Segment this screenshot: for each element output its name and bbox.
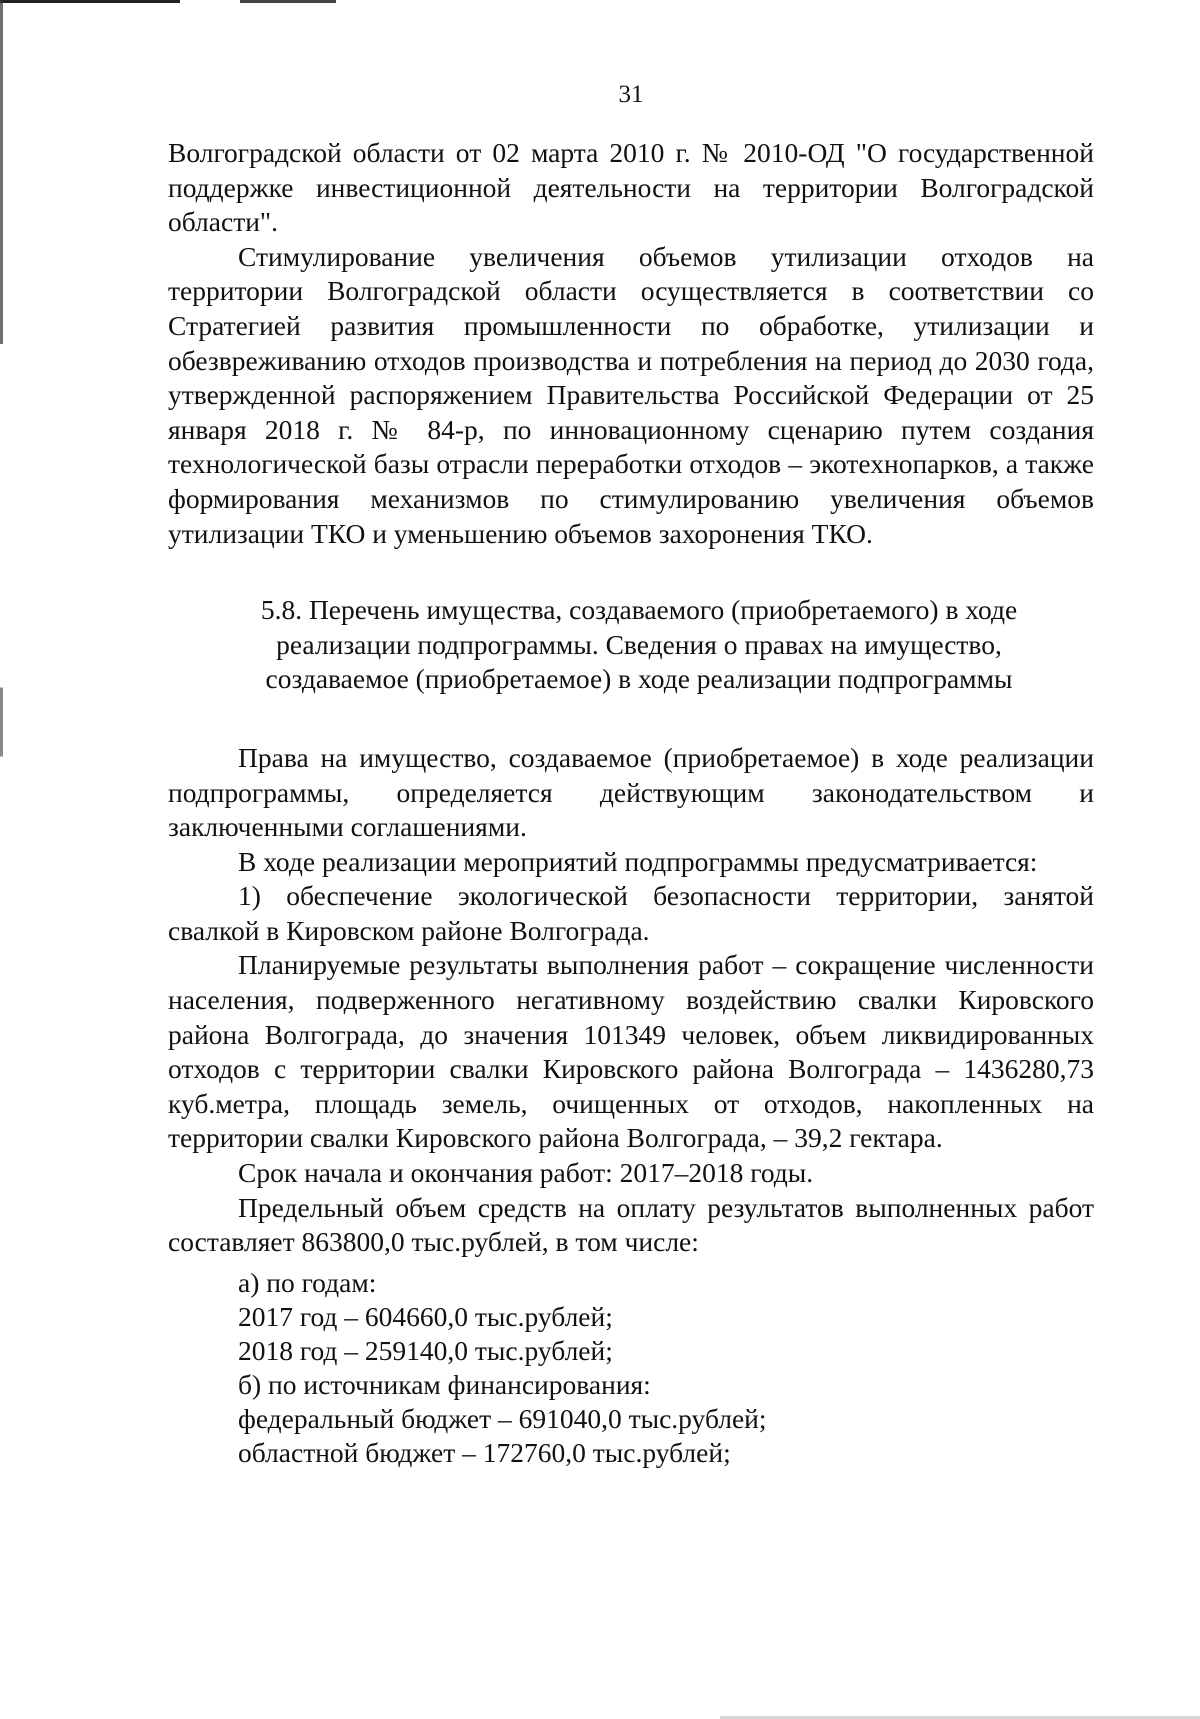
list-item: 2017 год – 604660,0 тыс.рублей; xyxy=(238,1300,613,1332)
list-item: федеральный бюджет – 691040,0 тыс.рублей; xyxy=(238,1402,767,1434)
paragraph-planned-results: Планируемые результаты выполнения работ – сокращение численности населения, подверженного негативному воздействию свалки Кировского района Волгограда, до значения 101349 человек, объем ликвидированных отходов с территории свалки Кировского района Волгограда – 1436280,73 куб.метра, площадь земель, очищенных от отходов, накопленных на территории свалки Кировского района Волгограда, – 39,2 гектара. xyxy=(168,949,1094,1154)
paragraph-measures-intro: В ходе реализации мероприятий подпрограммы предусматривается: xyxy=(238,845,1038,877)
spacer xyxy=(168,697,1094,741)
scan-edge-left xyxy=(0,0,3,1719)
list-item: областной бюджет – 172760,0 тыс.рублей; xyxy=(238,1436,731,1468)
paragraph-timeline: Срок начала и окончания работ: 2017–2018 годы. xyxy=(238,1157,814,1189)
spacer xyxy=(168,551,1094,593)
section-heading-line-3: создаваемое (приобретаемое) в ходе реализации подпрограммы xyxy=(265,663,1013,695)
section-heading-line-2: реализации подпрограммы. Сведения о правах на имущество, xyxy=(276,628,1002,660)
paragraph-item-1: 1) обеспечение экологической безопасности территории, занятой свалкой в Кировском районе Волгограда. xyxy=(168,880,1094,946)
scan-edge-top xyxy=(0,0,1200,3)
paragraph-law-reference: Волгоградской области от 02 марта 2010 г. № 2010-ОД "О государственной поддержке инвестиционной деятельности на территории Волгоградской области". xyxy=(168,137,1094,238)
list-item: б) по источникам финансирования: xyxy=(238,1368,651,1400)
paragraph-waste-utilization: Стимулирование увеличения объемов утилизации отходов на территории Волгоградской области осуществляется в соответствии со Стратегией развития промышленности по обработке, утилизации и обезвреживанию отходов производства и потребления на период до 2030 года, утвержденной распоряжением Правительства Российской Федерации от 25 января 2018 г. № 84-р, по инновационному сценарию путем создания технологической базы отрасли переработки отходов – экотехнопарков, а также формирования механизмов по стимулированию увеличения объемов утилизации ТКО и уменьшению объемов захоронения ТКО. xyxy=(168,240,1094,549)
page-number: 31 xyxy=(618,81,644,108)
paragraph-property-rights: Права на имущество, создаваемое (приобретаемое) в ходе реализации подпрограммы, определяется действующим законодательством и заключенными соглашениями. xyxy=(168,741,1094,843)
paragraph-funding-limit: Предельный объем средств на оплату результатов выполненных работ составляет 863800,0 тыс.рублей, в том числе: xyxy=(168,1191,1094,1258)
section-heading-line-1: 5.8. Перечень имущества, создаваемого (приобретаемого) в ходе xyxy=(260,594,1018,626)
funding-list xyxy=(168,1266,1094,1470)
list-item: а) по годам: xyxy=(238,1266,377,1298)
document-body xyxy=(168,136,1094,1470)
section-heading xyxy=(168,593,1094,697)
list-item: 2018 год – 259140,0 тыс.рублей; xyxy=(238,1334,613,1366)
